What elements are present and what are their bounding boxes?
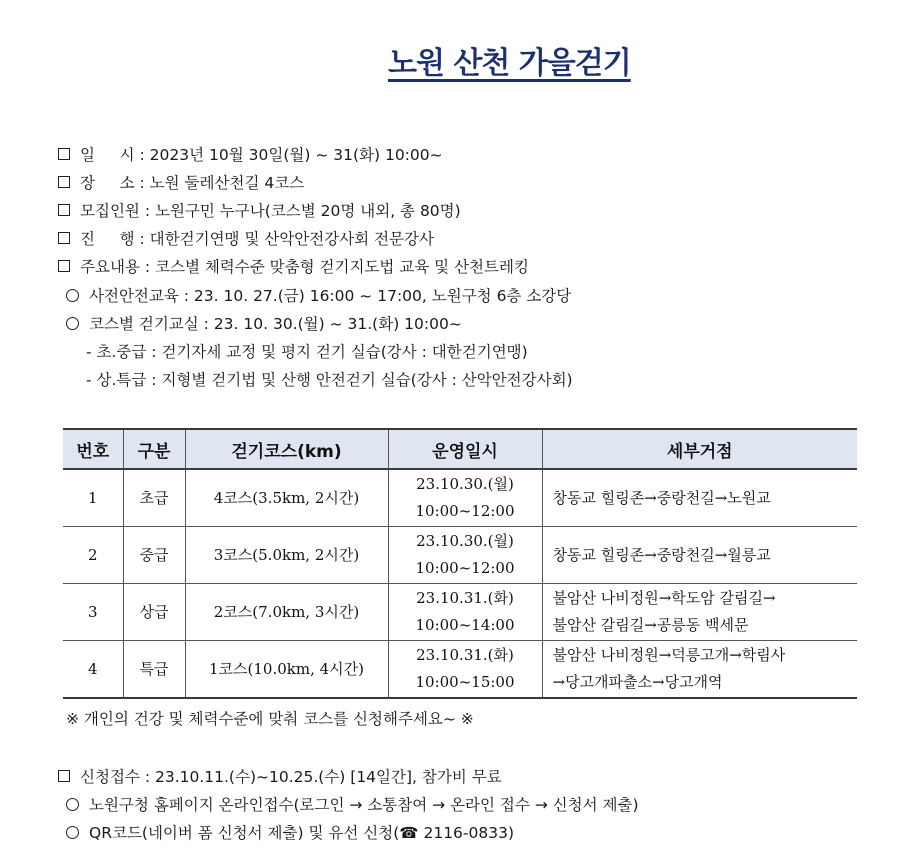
cell-time: 10:00~14:00 [415, 616, 515, 634]
sub-item-safety [66, 284, 571, 306]
table-row [63, 584, 857, 641]
info-value: : 대한걷기연맹 및 산악안전강사회 전문강사 [139, 230, 434, 248]
cell-date: 23.10.30.(월) [416, 475, 514, 493]
square-bullet-icon [58, 176, 70, 188]
registration-online-text: 노원구청 홈페이지 온라인접수(로그인 → 소통참여 → 온라인 접수 → 신청서 제출) [89, 796, 639, 814]
cell-time: 10:00~15:00 [415, 673, 515, 691]
cell-time: 10:00~12:00 [415, 502, 515, 520]
circle-bullet-icon [66, 317, 79, 330]
cell-no: 1 [63, 469, 123, 527]
cell-schedule [388, 527, 542, 584]
cell-no: 3 [63, 584, 123, 641]
registration-online [66, 793, 639, 815]
table-header-row [63, 429, 857, 469]
cell-time: 10:00~12:00 [415, 559, 515, 577]
cell-schedule [388, 584, 542, 641]
cell-stops-line1: 불암산 나비정원→덕릉고개→학림사 [552, 646, 786, 664]
registration-qr-text: QR코드(네이버 폼 신청서 제출) 및 유선 신청(☎ 2116-0833) [89, 824, 515, 842]
course-table [63, 428, 857, 699]
col-header-schedule: 운영일시 [388, 429, 542, 469]
cell-course: 4코스(3.5km, 2시간) [185, 469, 388, 527]
col-header-level: 구분 [123, 429, 185, 469]
cell-level: 초급 [123, 469, 185, 527]
circle-bullet-icon [66, 289, 79, 302]
cell-stops-line1: 창동교 힐링존→중랑천길→노원교 [552, 488, 771, 507]
circle-bullet-icon [66, 826, 79, 839]
cell-course: 2코스(7.0km, 3시간) [185, 584, 388, 641]
table-row [63, 641, 857, 699]
info-date [58, 143, 443, 165]
cell-no: 2 [63, 527, 123, 584]
cell-date: 23.10.31.(화) [416, 646, 514, 664]
col-header-no: 번호 [63, 429, 123, 469]
sub-item-class [66, 312, 462, 334]
info-value: : 노원 둘레산천길 4코스 [139, 174, 305, 192]
cell-date: 23.10.31.(화) [416, 589, 514, 607]
info-value: : 2023년 10월 30일(월) ~ 31(화) 10:00~ [139, 146, 443, 164]
info-label: 일 시 [80, 146, 135, 164]
dash-item-beginner: - 초.중급 : 걷기자세 교정 및 평지 걷기 실습(강사 : 대한걷기연맹) [86, 343, 528, 361]
cell-stops [542, 641, 857, 699]
cell-stops-line1: 불암산 나비정원→학도암 갈림길→ [552, 589, 776, 607]
cell-stops-line1: 창동교 힐링존→중랑천길→월릉교 [552, 545, 771, 564]
info-label: 장 소 [80, 174, 135, 192]
cell-stops [542, 584, 857, 641]
info-place [58, 171, 304, 193]
info-recruit [58, 199, 461, 221]
sub-item-text: 사전안전교육 : 23. 10. 27.(금) 16:00 ~ 17:00, 노원구청 6층 소강당 [89, 287, 572, 305]
cell-level: 상급 [123, 584, 185, 641]
cell-schedule [388, 641, 542, 699]
cell-level: 특급 [123, 641, 185, 699]
registration-text: 신청접수 : 23.10.11.(수)~10.25.(수) [14일간], 참가비 무료 [80, 768, 502, 786]
square-bullet-icon [58, 232, 70, 244]
cell-stops-line2: →당고개파출소→당고개역 [552, 673, 723, 691]
registration-main [58, 765, 502, 787]
cell-stops [542, 527, 857, 584]
cell-date: 23.10.30.(월) [416, 532, 514, 550]
square-bullet-icon [58, 204, 70, 216]
circle-bullet-icon [66, 798, 79, 811]
square-bullet-icon [58, 260, 70, 272]
info-label: 진 행 [80, 230, 135, 248]
info-value: : 노원구민 누구나(코스별 20명 내외, 총 80명) [144, 202, 461, 220]
cell-no: 4 [63, 641, 123, 699]
col-header-stops: 세부거점 [542, 429, 857, 469]
info-label: 주요내용 [80, 258, 140, 276]
cell-schedule [388, 469, 542, 527]
cell-stops-line2: 불암산 갈림길→공릉동 백세문 [552, 616, 749, 634]
info-value: : 코스별 체력수준 맞춤형 걷기지도법 교육 및 산천트레킹 [144, 258, 529, 276]
registration-qr [66, 821, 514, 843]
square-bullet-icon [58, 770, 70, 782]
square-bullet-icon [58, 148, 70, 160]
info-host [58, 227, 434, 249]
course-note: ※ 개인의 건강 및 체력수준에 맞춰 코스를 신청해주세요~ ※ [66, 710, 474, 728]
page-title: 노원 산천 가을걷기 [388, 46, 631, 81]
info-label: 모집인원 [80, 202, 140, 220]
cell-course: 3코스(5.0km, 2시간) [185, 527, 388, 584]
cell-level: 중급 [123, 527, 185, 584]
table-row [63, 527, 857, 584]
cell-course: 1코스(10.0km, 4시간) [185, 641, 388, 699]
table-row [63, 469, 857, 527]
col-header-course: 걷기코스(km) [185, 429, 388, 469]
dash-item-advanced: - 상.특급 : 지형별 걷기법 및 산행 안전걷기 실습(강사 : 산악안전강사회) [86, 371, 573, 389]
sub-item-text: 코스별 걷기교실 : 23. 10. 30.(월) ~ 31.(화) 10:00~ [89, 315, 462, 333]
cell-stops [542, 469, 857, 527]
info-content [58, 255, 529, 277]
